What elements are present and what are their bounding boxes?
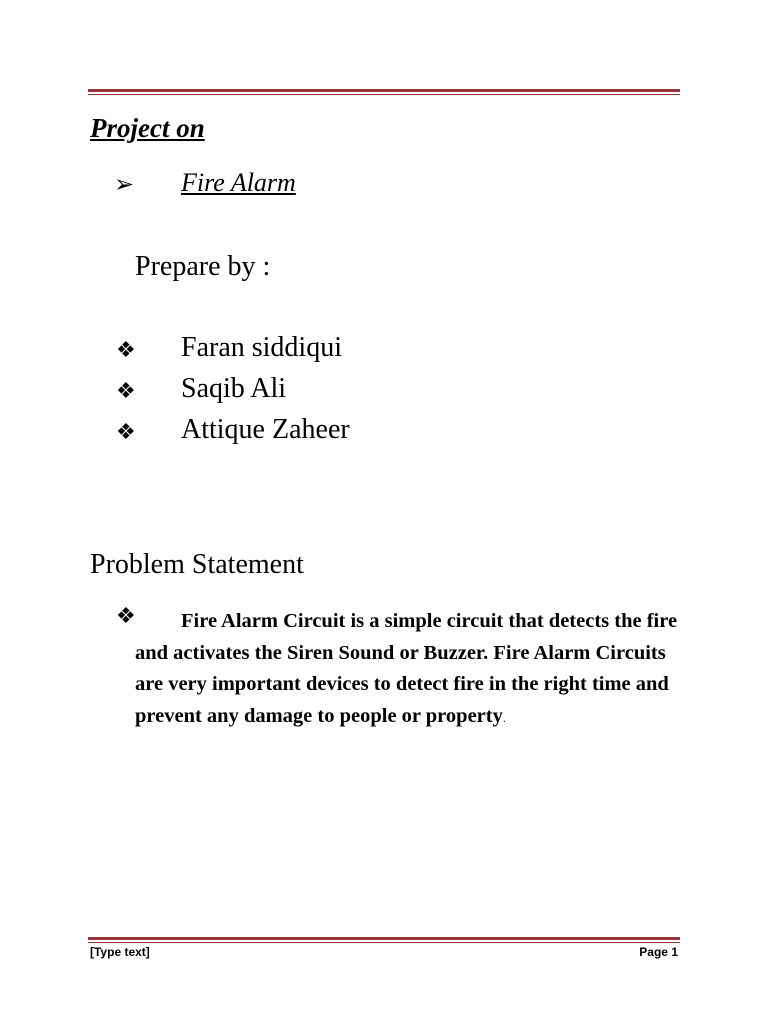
author-name: Attique Zaheer <box>181 414 350 445</box>
diamond-bullet-icon: ❖ <box>116 338 136 363</box>
author-item <box>0 332 768 372</box>
diamond-bullet-icon: ❖ <box>116 379 136 404</box>
project-title: Project on <box>90 113 205 143</box>
prepared-by-label: Prepare by : <box>135 251 271 282</box>
arrow-bullet-icon: ➢ <box>114 170 135 198</box>
problem-statement-period: . <box>502 710 506 725</box>
problem-statement-heading: Problem Statement <box>90 549 304 580</box>
problem-statement-body: Fire Alarm Circuit is a simple circuit that detects the fire and activates the Siren Sound or Buzzer. Fire Alarm Circuits are very important devices to detect fire in the right time and prevent any damage to people or property <box>135 610 678 727</box>
footer-rule <box>88 937 680 943</box>
header-rule <box>88 89 680 95</box>
diamond-bullet-icon: ❖ <box>116 604 136 629</box>
author-item <box>0 373 768 413</box>
author-name: Faran siddiqui <box>181 332 342 363</box>
project-name: Fire Alarm <box>181 168 296 197</box>
author-item <box>0 414 768 454</box>
author-name: Saqib Ali <box>181 373 287 404</box>
problem-statement-text <box>135 606 695 734</box>
diamond-bullet-icon: ❖ <box>116 420 136 445</box>
footer-placeholder-text: [Type text] <box>90 945 150 959</box>
page-number: Page 1 <box>639 945 678 959</box>
